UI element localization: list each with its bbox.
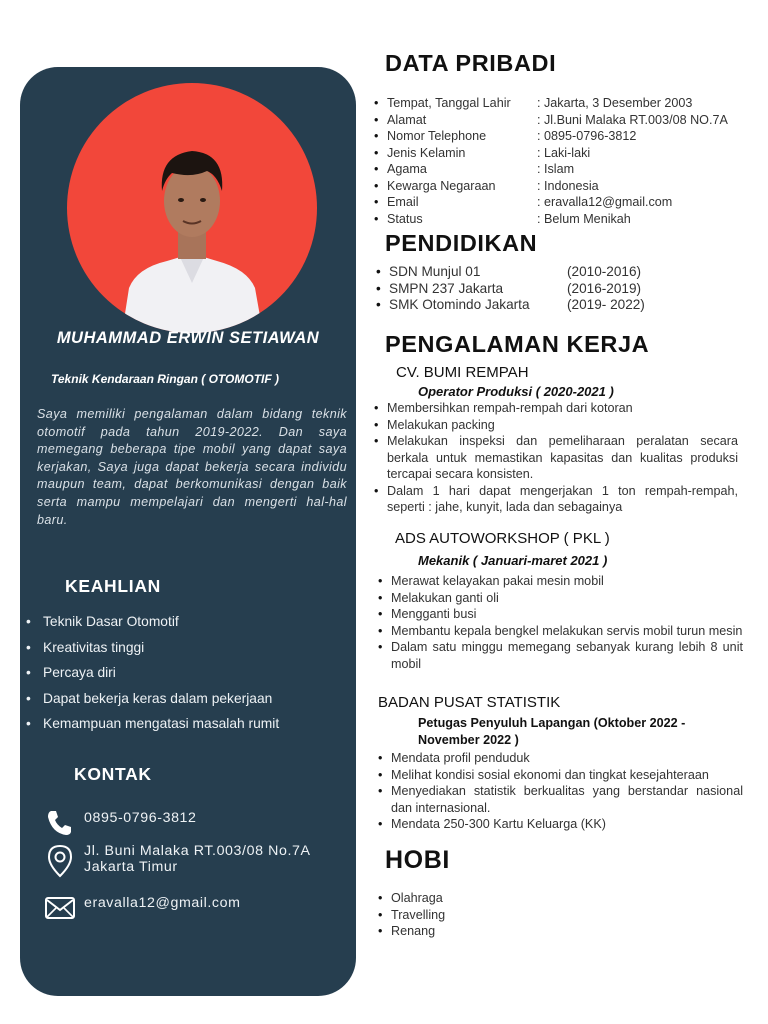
job-position: Mekanik ( Januari-maret 2021 ): [418, 553, 608, 568]
profile-photo: [67, 83, 317, 333]
list-item: • Percaya diri: [43, 660, 279, 686]
list-item: • Menyediakan statistik berkualitas yang berstandar nasional dan internasional.: [391, 783, 743, 816]
data-pribadi-title: DATA PRIBADI: [385, 50, 557, 76]
list-item: • Melihat kondisi sosial ekonomi dan tingkat kesejahteraan: [391, 767, 743, 784]
hobi-list: [391, 890, 445, 940]
list-item: • Alamat : Jl.Buni Malaka RT.003/08 NO.7A: [387, 112, 747, 129]
list-item: • Tempat, Tanggal Lahir : Jakarta, 3 Desember 2003: [387, 95, 747, 112]
data-pribadi-list: [387, 95, 747, 227]
contact-phone: [44, 807, 197, 839]
list-item: • Status : Belum Menikah: [387, 211, 747, 228]
list-item: • Melakukan ganti oli: [391, 590, 743, 607]
list-item: • Agama : Islam: [387, 161, 747, 178]
contact-address-line2: Jakarta Timur: [84, 859, 178, 875]
job-position: Petugas Penyuluh Lapangan (Oktober 2022 - November 2022 ): [418, 716, 686, 747]
location-pin-icon: [44, 843, 76, 879]
list-item: • Jenis Kelamin : Laki-laki: [387, 145, 747, 162]
list-item: • SDN Munjul 01 (2010-2016): [389, 264, 645, 281]
skills-list: [43, 609, 279, 737]
list-item: • Kemampuan mengatasi masalah rumit: [43, 711, 279, 737]
mail-icon: [44, 892, 76, 924]
hobi-title: HOBI: [385, 846, 450, 874]
job-tasks-list: [391, 573, 743, 672]
list-item: • Mendata 250-300 Kartu Keluarga (KK): [391, 816, 743, 833]
contact-address: [44, 843, 311, 879]
person-avatar-icon: [67, 83, 317, 333]
list-item: • Kreativitas tinggi: [43, 635, 279, 661]
contact-address-line1: Jl. Buni Malaka RT.003/08 No.7A: [84, 843, 311, 859]
list-item: • Melakukan packing: [387, 417, 738, 434]
profile-role: Teknik Kendaraan Ringan ( OTOMOTIF ): [51, 372, 280, 386]
job-position: Operator Produksi ( 2020-2021 ): [418, 384, 614, 399]
list-item: • Mengganti busi: [391, 606, 743, 623]
pendidikan-list: [389, 264, 645, 314]
job-company: CV. BUMI REMPAH: [396, 364, 529, 381]
list-item: • SMPN 237 Jakarta (2016-2019): [389, 281, 645, 298]
contact-email: [44, 892, 241, 924]
list-item: • Teknik Dasar Otomotif: [43, 609, 279, 635]
keahlian-title: KEAHLIAN: [65, 576, 162, 596]
list-item: • Kewarga Negaraan : Indonesia: [387, 178, 747, 195]
list-item: • Membersihkan rempah-rempah dari kotoran: [387, 400, 738, 417]
list-item: • Travelling: [391, 907, 445, 924]
list-item: • Mendata profil penduduk: [391, 750, 743, 767]
list-item: • Olahraga: [391, 890, 445, 907]
list-item: • Email : eravalla12@gmail.com: [387, 194, 747, 211]
job-tasks-list: [387, 400, 738, 516]
list-item: • SMK Otomindo Jakarta (2019- 2022): [389, 297, 645, 314]
job-tasks-list: [391, 750, 743, 833]
profile-name: MUHAMMAD ERWIN SETIAWAN: [56, 329, 320, 347]
phone-icon: [44, 807, 76, 839]
list-item: • Membantu kepala bengkel melakukan servis mobil turun mesin: [391, 623, 743, 640]
list-item: • Melakukan inspeksi dan pemeliharaan peralatan secara berkala untuk memastikan kapasitas dan kualitas produksi tercapai secara konsisten.: [387, 433, 738, 483]
list-item: • Nomor Telephone : 0895-0796-3812: [387, 128, 747, 145]
list-item: • Renang: [391, 923, 445, 940]
sidebar: [20, 67, 356, 996]
list-item: • Dalam 1 hari dapat mengerjakan 1 ton rempah-rempah, seperti : jahe, kunyit, lada dan sebagainya: [387, 483, 738, 516]
pendidikan-title: PENDIDIKAN: [385, 230, 538, 256]
job-company: ADS AUTOWORKSHOP ( PKL ): [395, 530, 610, 547]
list-item: • Dalam satu minggu memegang sebanyak kurang lebih 8 unit mobil: [391, 639, 743, 672]
pengalaman-title: PENGALAMAN KERJA: [385, 331, 650, 357]
profile-about: Saya memiliki pengalaman dalam bidang teknik otomotif pada tahun 2019-2022. Dan saya memegang beberapa tipe mobil yang dapat saya kerjakan, Saya juga dapat bekerja secara individu maupun team, dapat berkomunikasi dengan baik serta mampu mempelajari dan mengerti hal-hal baru.: [37, 407, 347, 527]
contact-phone-text: 0895-0796-3812: [84, 810, 197, 826]
list-item: • Merawat kelayakan pakai mesin mobil: [391, 573, 743, 590]
list-item: • Dapat bekerja keras dalam pekerjaan: [43, 686, 279, 712]
job-company: BADAN PUSAT STATISTIK: [378, 694, 561, 711]
contact-email-text: eravalla12@gmail.com: [84, 895, 241, 911]
kontak-title: KONTAK: [74, 764, 152, 784]
